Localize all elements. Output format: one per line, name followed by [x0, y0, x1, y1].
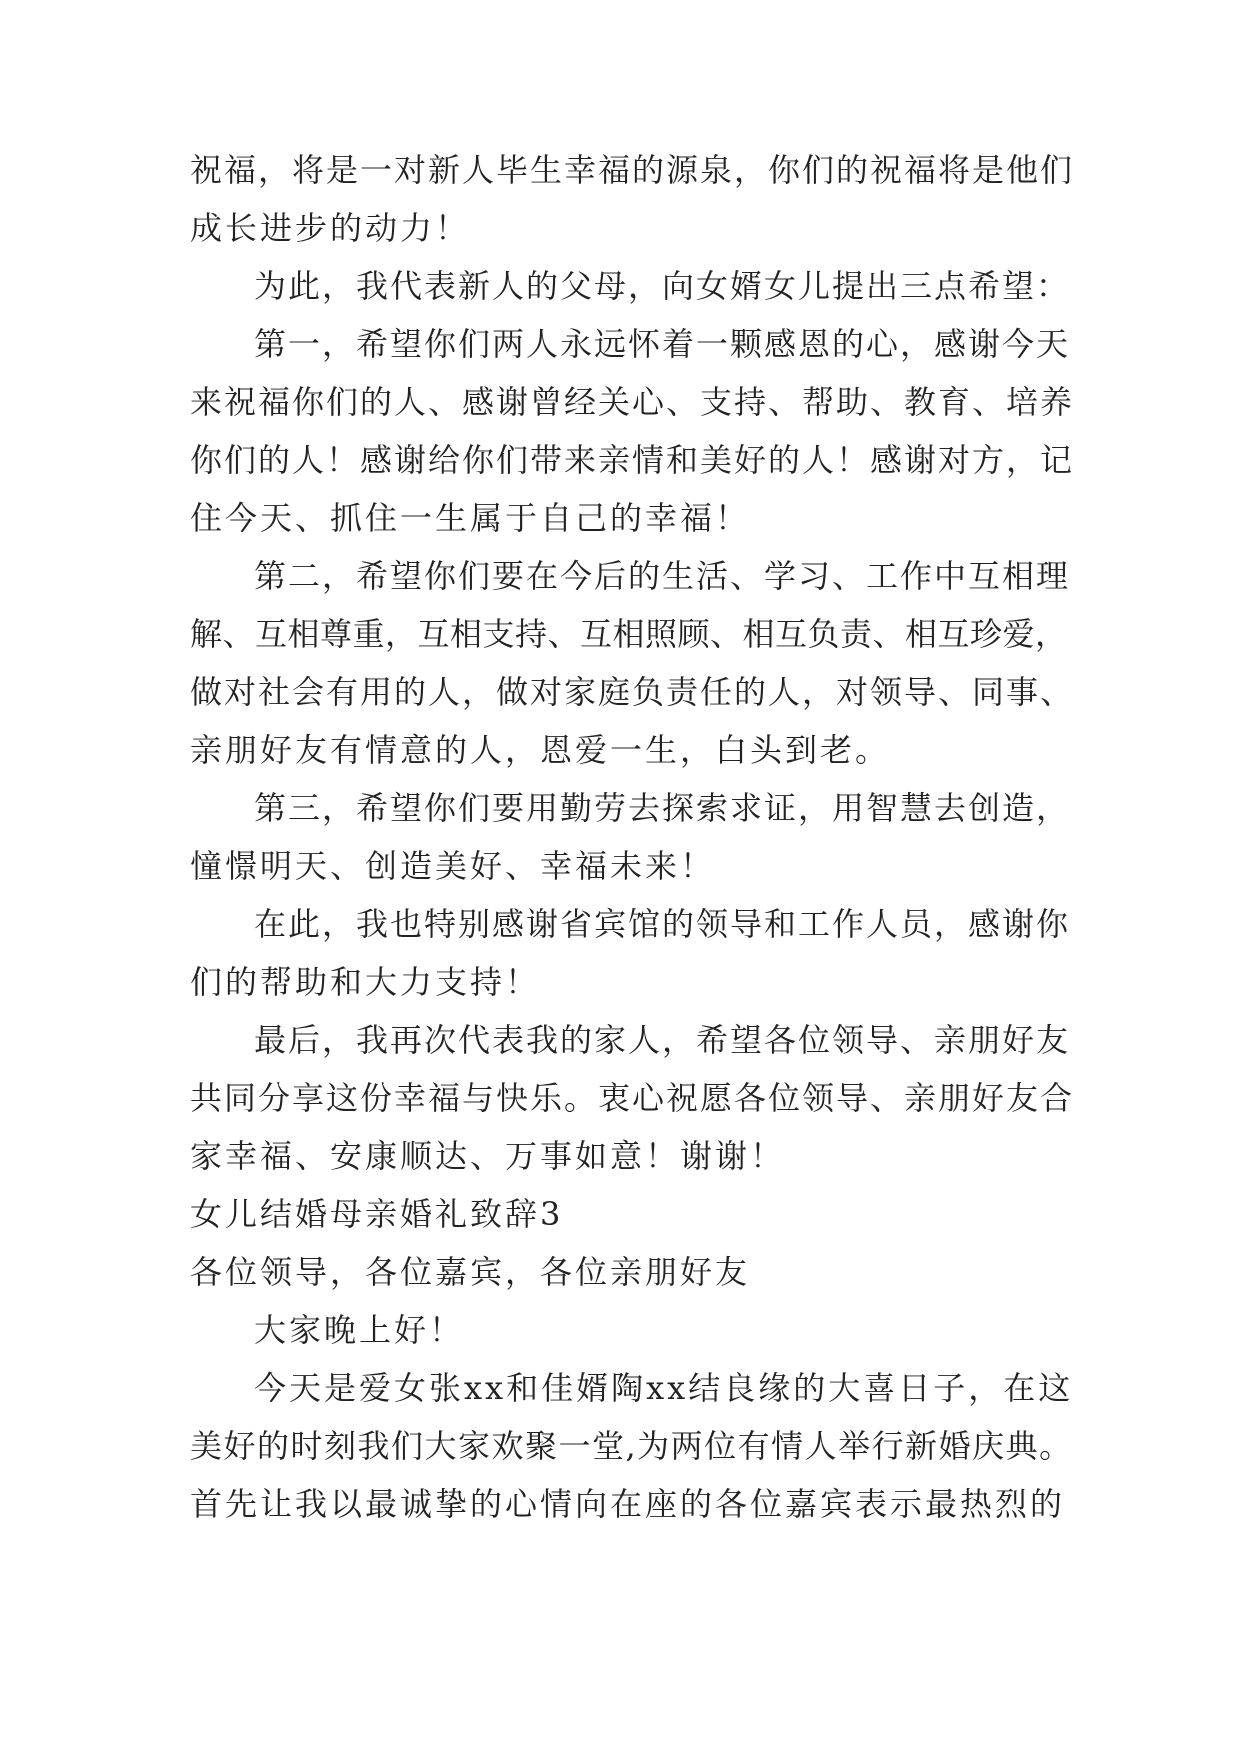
text-line: 第二，希望你们要在今后的生活、学习、工作中互相理 [254, 557, 1071, 595]
text-line: 家幸福、安康顺达、万事如意！谢谢！ [190, 1137, 786, 1175]
text-line: 第三，希望你们要用勤劳去探索求证，用智慧去创造， [254, 789, 1071, 827]
text-line: 美好的时刻我们大家欢聚一堂,为两位有情人举行新婚庆典。 [190, 1427, 1073, 1465]
text-line: 共同分享这份幸福与快乐。衷心祝愿各位领导、亲朋好友合 [190, 1079, 1075, 1117]
section-heading: 女儿结婚母亲婚礼致辞3 [190, 1195, 564, 1233]
text-line: 憧憬明天、创造美好、幸福未来！ [190, 847, 716, 885]
text-line: 祝福，将是一对新人毕生幸福的源泉，你们的祝福将是他们 [190, 151, 1075, 189]
text-line: 来祝福你们的人、感谢曾经关心、支持、帮助、教育、培养 [190, 383, 1075, 421]
salutation: 各位领导，各位嘉宾，各位亲朋好友 [190, 1253, 751, 1291]
text-line: 成长进步的动力！ [190, 209, 471, 247]
text-line: 在此，我也特别感谢省宾馆的领导和工作人员，感谢你 [254, 905, 1071, 943]
text-line: 做对社会有用的人，做对家庭负责任的人，对领导、同事、 [190, 673, 1075, 711]
text-line: 你们的人！感谢给你们带来亲情和美好的人！感谢对方，记 [190, 441, 1075, 479]
text-line: 首先让我以最诚挚的心情向在座的各位嘉宾表示最热烈的 [190, 1485, 1066, 1523]
greeting: 大家晚上好！ [254, 1311, 465, 1349]
text-line: 亲朋好友有情意的人，恩爱一生，白头到老。 [190, 731, 891, 769]
text-line: 解、互相尊重，互相支持、互相照顾、相互负责、相互珍爱， [190, 615, 1068, 653]
text-line: 第一，希望你们两人永远怀着一颗感恩的心，感谢今天 [254, 325, 1071, 363]
text-line: 为此，我代表新人的父母，向女婿女儿提出三点希望： [254, 267, 1071, 305]
text-line: 今天是爱女张xx和佳婿陶xx结良缘的大喜日子，在这 [254, 1369, 1074, 1407]
text-line: 住今天、抓住一生属于自己的幸福！ [190, 499, 751, 537]
text-line: 们的帮助和大力支持！ [190, 963, 541, 1001]
text-line: 最后，我再次代表我的家人，希望各位领导、亲朋好友 [254, 1021, 1071, 1059]
